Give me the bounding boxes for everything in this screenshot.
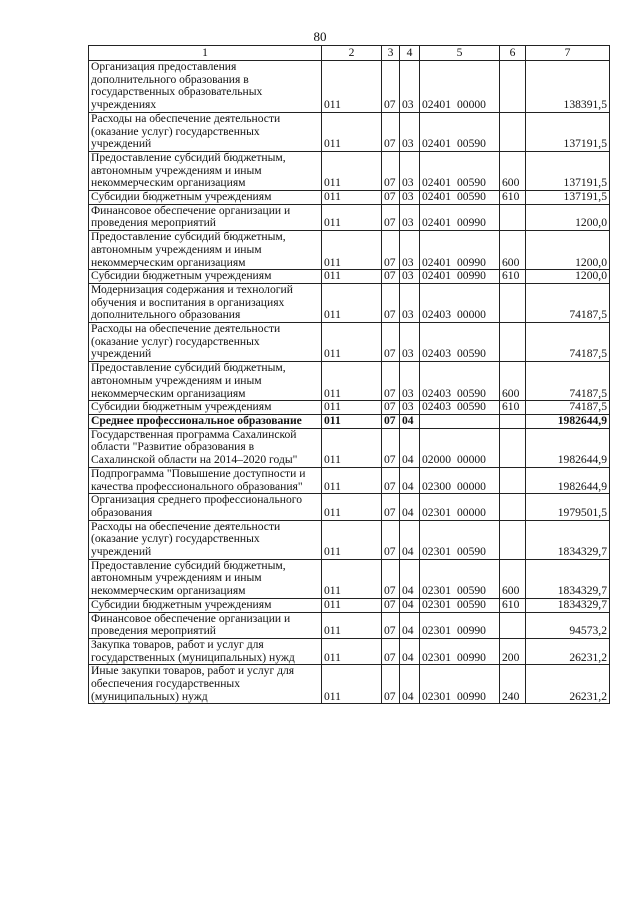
row-ministry-code: 011 (322, 414, 382, 428)
target-code-direction: 00000 (456, 505, 486, 519)
table-row (89, 191, 610, 205)
row-section-code: 07 (382, 598, 400, 612)
row-name: Предоставление субсидий бюджетным, автономным учреждениям и иным некоммерческим организациям (89, 362, 322, 401)
row-expense-type: 600 (500, 559, 526, 598)
row-amount: 1982644,9 (526, 414, 610, 428)
row-target-code (420, 151, 500, 190)
row-amount: 137191,5 (526, 112, 610, 151)
row-section-code: 07 (382, 559, 400, 598)
row-amount: 1834329,7 (526, 559, 610, 598)
table-header-row (89, 46, 610, 61)
row-section-code: 07 (382, 231, 400, 270)
row-subsection-code: 03 (400, 61, 420, 113)
row-ministry-code: 011 (322, 283, 382, 322)
target-code-program: 02301 (422, 689, 451, 703)
row-expense-type (500, 612, 526, 638)
row-section-code: 07 (382, 204, 400, 230)
row-amount: 74187,5 (526, 362, 610, 401)
row-target-code (420, 231, 500, 270)
target-code-program: 02403 (422, 400, 451, 414)
row-subsection-code: 04 (400, 612, 420, 638)
row-amount: 26231,2 (526, 665, 610, 704)
row-target-code (420, 401, 500, 415)
row-subsection-code: 04 (400, 428, 420, 467)
row-name: Среднее профессиональное образование (89, 414, 322, 428)
row-expense-type (500, 323, 526, 362)
table-row (89, 270, 610, 284)
target-code-direction: 00990 (456, 650, 486, 664)
row-target-code (420, 283, 500, 322)
row-name: Модернизация содержания и технологий обучения и воспитания в организациях дополнительного образования (89, 283, 322, 322)
row-target-code (420, 559, 500, 598)
row-expense-type: 600 (500, 151, 526, 190)
row-subsection-code: 03 (400, 362, 420, 401)
row-target-code (420, 414, 500, 428)
row-subsection-code: 04 (400, 665, 420, 704)
row-ministry-code: 011 (322, 401, 382, 415)
row-ministry-code: 011 (322, 362, 382, 401)
row-subsection-code: 03 (400, 401, 420, 415)
row-target-code (420, 61, 500, 113)
row-name: Субсидии бюджетным учреждениям (89, 270, 322, 284)
row-expense-type (500, 61, 526, 113)
row-name: Организация предоставления дополнительного образования в государственных образовательных учреждениях (89, 61, 322, 113)
target-code-program: 02301 (422, 624, 451, 638)
header-col-2: 2 (322, 46, 382, 61)
target-code-program: 02301 (422, 650, 451, 664)
row-ministry-code: 011 (322, 559, 382, 598)
table-row (89, 467, 610, 493)
header-col-1: 1 (89, 46, 322, 61)
row-section-code: 07 (382, 520, 400, 559)
row-name: Субсидии бюджетным учреждениям (89, 191, 322, 205)
row-expense-type: 240 (500, 665, 526, 704)
header-col-6: 6 (500, 46, 526, 61)
row-amount: 1200,0 (526, 231, 610, 270)
row-ministry-code: 011 (322, 598, 382, 612)
row-ministry-code: 011 (322, 494, 382, 520)
row-section-code: 07 (382, 362, 400, 401)
row-subsection-code: 03 (400, 323, 420, 362)
row-ministry-code: 011 (322, 204, 382, 230)
target-code-program: 02401 (422, 176, 451, 190)
target-code-direction: 00590 (456, 386, 486, 400)
row-expense-type (500, 428, 526, 467)
row-target-code (420, 612, 500, 638)
row-amount: 1982644,9 (526, 428, 610, 467)
table-row (89, 598, 610, 612)
row-ministry-code: 011 (322, 112, 382, 151)
row-expense-type (500, 494, 526, 520)
row-subsection-code: 04 (400, 467, 420, 493)
row-subsection-code: 04 (400, 520, 420, 559)
row-name: Субсидии бюджетным учреждениям (89, 598, 322, 612)
target-code-direction: 00590 (456, 598, 486, 611)
row-ministry-code: 011 (322, 61, 382, 113)
row-amount: 1200,0 (526, 204, 610, 230)
target-code-program: 02403 (422, 386, 451, 400)
target-code-program: 02401 (422, 269, 451, 283)
target-code-direction: 00990 (456, 624, 486, 638)
row-target-code (420, 362, 500, 401)
row-expense-type (500, 204, 526, 230)
target-code-program: 02401 (422, 190, 451, 204)
header-col-4: 4 (400, 46, 420, 61)
row-amount: 74187,5 (526, 323, 610, 362)
row-name: Предоставление субсидий бюджетным, автономным учреждениям и иным некоммерческим организациям (89, 151, 322, 190)
row-amount: 137191,5 (526, 151, 610, 190)
row-name: Подпрограмма "Повышение доступности и качества профессионального образования" (89, 467, 322, 493)
row-section-code: 07 (382, 191, 400, 205)
row-target-code (420, 112, 500, 151)
target-code-program: 02401 (422, 255, 451, 269)
row-section-code: 07 (382, 61, 400, 113)
page-number: 80 (313, 29, 327, 44)
row-expense-type: 610 (500, 270, 526, 284)
row-subsection-code: 04 (400, 414, 420, 428)
row-target-code (420, 467, 500, 493)
row-expense-type: 610 (500, 598, 526, 612)
target-code-direction: 00590 (456, 545, 486, 559)
target-code-direction: 00590 (456, 137, 486, 151)
target-code-program: 02401 (422, 216, 451, 230)
target-code-direction: 00590 (456, 584, 486, 598)
row-expense-type: 600 (500, 362, 526, 401)
target-code-direction: 00990 (456, 216, 486, 230)
row-section-code: 07 (382, 323, 400, 362)
row-section-code: 07 (382, 283, 400, 322)
target-code-program: 02301 (422, 598, 451, 611)
table-row (89, 362, 610, 401)
row-target-code (420, 191, 500, 205)
table-row (89, 494, 610, 520)
row-ministry-code: 011 (322, 151, 382, 190)
target-code-direction: 00590 (456, 190, 486, 204)
row-target-code (420, 638, 500, 664)
target-code-program: 02403 (422, 347, 451, 361)
row-amount: 1834329,7 (526, 598, 610, 612)
row-target-code (420, 323, 500, 362)
row-amount: 94573,2 (526, 612, 610, 638)
row-section-code: 07 (382, 612, 400, 638)
row-ministry-code: 011 (322, 638, 382, 664)
target-code-direction: 00000 (456, 98, 486, 112)
row-subsection-code: 03 (400, 204, 420, 230)
table-row (89, 204, 610, 230)
target-code-direction: 00990 (456, 269, 486, 283)
row-expense-type: 610 (500, 401, 526, 415)
table-row (89, 283, 610, 322)
row-section-code: 07 (382, 270, 400, 284)
row-name: Закупка товаров, работ и услуг для государственных (муниципальных) нужд (89, 638, 322, 664)
row-subsection-code: 03 (400, 112, 420, 151)
row-name: Финансовое обеспечение организации и проведения мероприятий (89, 204, 322, 230)
table-row (89, 112, 610, 151)
row-ministry-code: 011 (322, 231, 382, 270)
row-expense-type (500, 467, 526, 493)
row-name: Субсидии бюджетным учреждениям (89, 401, 322, 415)
target-code-direction: 00990 (456, 255, 486, 269)
row-target-code (420, 428, 500, 467)
row-subsection-code: 03 (400, 283, 420, 322)
row-expense-type (500, 283, 526, 322)
row-section-code: 07 (382, 428, 400, 467)
target-code-direction: 00590 (456, 176, 486, 190)
table-row (89, 638, 610, 664)
target-code-direction: 00590 (456, 347, 486, 361)
row-subsection-code: 04 (400, 494, 420, 520)
row-section-code: 07 (382, 151, 400, 190)
row-amount: 74187,5 (526, 283, 610, 322)
row-section-code: 07 (382, 414, 400, 428)
row-ministry-code: 011 (322, 270, 382, 284)
row-name: Расходы на обеспечение деятельности (оказание услуг) государственных учреждений (89, 112, 322, 151)
row-amount: 1979501,5 (526, 494, 610, 520)
row-ministry-code: 011 (322, 428, 382, 467)
row-section-code: 07 (382, 467, 400, 493)
target-code-direction: 00000 (456, 479, 486, 493)
row-subsection-code: 04 (400, 559, 420, 598)
target-code-direction: 00990 (456, 689, 486, 703)
header-col-7: 7 (526, 46, 610, 61)
row-expense-type (500, 112, 526, 151)
table-row (89, 231, 610, 270)
target-code-program: 02300 (422, 479, 451, 493)
target-code-program: 02301 (422, 505, 451, 519)
row-subsection-code: 03 (400, 270, 420, 284)
row-name: Расходы на обеспечение деятельности (оказание услуг) государственных учреждений (89, 520, 322, 559)
row-ministry-code: 011 (322, 191, 382, 205)
row-ministry-code: 011 (322, 520, 382, 559)
table-row (89, 428, 610, 467)
table-row (89, 323, 610, 362)
row-name: Государственная программа Сахалинской области "Развитие образования в Сахалинской области на 2014–2020 годы" (89, 428, 322, 467)
target-code-program: 02000 (422, 453, 451, 467)
row-name: Организация среднего профессионального образования (89, 494, 322, 520)
target-code-program: 02401 (422, 137, 451, 151)
target-code-direction: 00000 (456, 453, 486, 467)
row-subsection-code: 04 (400, 598, 420, 612)
row-ministry-code: 011 (322, 665, 382, 704)
table-body (89, 61, 610, 704)
row-ministry-code: 011 (322, 467, 382, 493)
row-expense-type (500, 414, 526, 428)
budget-table (88, 45, 610, 704)
table-row (89, 414, 610, 428)
row-amount: 74187,5 (526, 401, 610, 415)
row-target-code (420, 520, 500, 559)
header-col-3: 3 (382, 46, 400, 61)
table-row (89, 520, 610, 559)
row-target-code (420, 494, 500, 520)
row-subsection-code: 03 (400, 231, 420, 270)
row-target-code (420, 270, 500, 284)
row-expense-type: 610 (500, 191, 526, 205)
row-expense-type: 200 (500, 638, 526, 664)
row-target-code (420, 204, 500, 230)
row-ministry-code: 011 (322, 323, 382, 362)
target-code-program: 02301 (422, 584, 451, 598)
row-amount: 1200,0 (526, 270, 610, 284)
table-row (89, 612, 610, 638)
row-subsection-code: 03 (400, 191, 420, 205)
row-ministry-code: 011 (322, 612, 382, 638)
target-code-program: 02403 (422, 308, 451, 322)
row-name: Расходы на обеспечение деятельности (оказание услуг) государственных учреждений (89, 323, 322, 362)
row-name: Предоставление субсидий бюджетным, автономным учреждениям и иным некоммерческим организациям (89, 231, 322, 270)
header-col-5: 5 (420, 46, 500, 61)
row-target-code (420, 665, 500, 704)
table-row (89, 401, 610, 415)
row-amount: 137191,5 (526, 191, 610, 205)
row-expense-type: 600 (500, 231, 526, 270)
table-row (89, 61, 610, 113)
row-section-code: 07 (382, 638, 400, 664)
table-row (89, 151, 610, 190)
row-subsection-code: 04 (400, 638, 420, 664)
target-code-direction: 00590 (456, 400, 486, 414)
row-section-code: 07 (382, 112, 400, 151)
row-subsection-code: 03 (400, 151, 420, 190)
row-name: Иные закупки товаров, работ и услуг для обеспечения государственных (муниципальных) нужд (89, 665, 322, 704)
row-section-code: 07 (382, 401, 400, 415)
target-code-program: 02401 (422, 98, 451, 112)
table-row (89, 665, 610, 704)
row-section-code: 07 (382, 665, 400, 704)
target-code-direction: 00000 (456, 308, 486, 322)
row-amount: 1982644,9 (526, 467, 610, 493)
row-name: Финансовое обеспечение организации и проведения мероприятий (89, 612, 322, 638)
row-amount: 138391,5 (526, 61, 610, 113)
target-code-program: 02301 (422, 545, 451, 559)
row-name: Предоставление субсидий бюджетным, автономным учреждениям и иным некоммерческим организациям (89, 559, 322, 598)
row-amount: 1834329,7 (526, 520, 610, 559)
row-expense-type (500, 520, 526, 559)
row-target-code (420, 598, 500, 612)
row-amount: 26231,2 (526, 638, 610, 664)
table-row (89, 559, 610, 598)
row-section-code: 07 (382, 494, 400, 520)
